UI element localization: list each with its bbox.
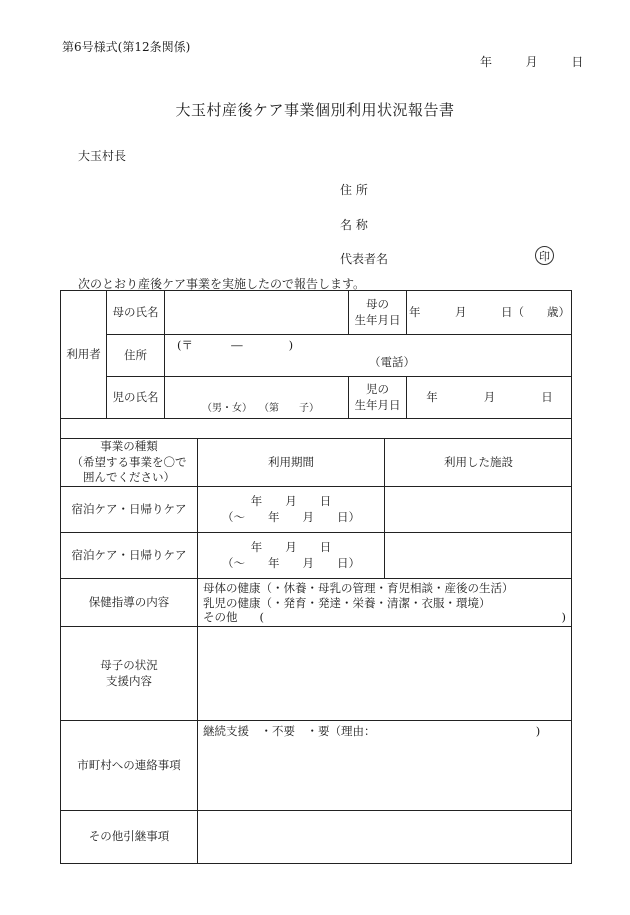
page-title: 大玉村産後ケア事業個別利用状況報告書 [175,101,455,119]
rule [61,418,572,419]
representative-label: 代表者名 [340,252,389,266]
municipality-contact-field[interactable] [198,743,572,810]
other-guidance-line [203,610,568,624]
seal-mark: 印 [535,246,554,265]
child-sex-field[interactable]: （男・女） [202,402,252,414]
facility-field-2[interactable] [385,533,572,578]
mother-dob-label [349,291,406,334]
intro-text: 次のとおり産後ケア事業を実施したので報告します。 [78,277,366,291]
facility-header: 利用した施設 [444,454,513,469]
report-form [60,290,572,864]
child-dob-label-line2: 生年月日 [354,397,401,412]
child-dob-field[interactable]: 年 月 日 [426,389,553,404]
addressee: 大玉村長 [78,149,127,163]
mother-name-label: 母の氏名 [112,304,159,319]
other-guidance-close: ) [561,610,566,625]
other-guidance-label: その他 [203,610,238,625]
child-order-field[interactable]: （第 子） [259,402,319,414]
usage-period-field-2[interactable] [198,533,384,578]
postal-code-field[interactable]: (〒 ― ) [177,338,294,353]
date-year-label: 年 [480,55,493,69]
applicant-address-label: 住 所 [340,183,368,197]
period-from: 年 月 日 [250,493,332,508]
continued-support-close: ) [535,724,541,739]
other-guidance-open: ( [259,610,264,625]
child-name-label: 児の氏名 [112,389,159,404]
mother-name-field[interactable] [165,291,348,334]
form-number: 第6号様式(第12条関係) [62,40,191,54]
service-type-option-2[interactable]: 宿泊ケア・日帰りケア [71,547,187,562]
other-handover-label: その他引継事項 [88,829,170,844]
period-from: 年 月 日 [250,539,332,554]
service-type-header-line3: 囲んでください） [83,470,175,485]
child-dob-label [349,377,406,418]
situation-support-field[interactable] [198,627,572,720]
phone-field[interactable]: （電話） [369,355,415,370]
service-type-header-line2: （希望する事業を〇で [71,454,187,469]
rule [106,334,572,335]
date-day-label: 日 [571,55,584,69]
period-to: （～ 年 月 日） [222,555,360,570]
service-type-header [61,439,197,486]
health-guidance-field[interactable] [203,580,568,626]
maternal-health-line: 母体の健康（・休養・母乳の管理・育児相談・産後の生活） [203,581,514,596]
continued-support-field[interactable]: 継続支援 ・不要 ・要（理由： [203,724,376,739]
infant-health-line: 乳児の健康（・発育・発達・栄養・清潔・衣服・環境） [203,595,491,610]
mother-dob-field[interactable]: 年 月 日（ 歳） [409,304,570,319]
child-dob-label-line1: 児の [366,381,389,396]
period-to: （～ 年 月 日） [222,509,360,524]
service-type-header-line1: 事業の種類 [100,439,158,454]
municipality-contact-label: 市町村への連絡事項 [77,757,181,772]
support-label: 支援内容 [106,673,152,688]
submission-date [480,53,583,70]
situation-label: 母子の状況 [100,657,158,672]
applicant-name-label: 名 称 [340,218,368,232]
date-month-label: 月 [525,55,538,69]
health-guidance-label: 保健指導の内容 [88,594,170,609]
address-label: 住所 [124,347,147,362]
facility-field-1[interactable] [385,487,572,532]
service-type-option-1[interactable]: 宿泊ケア・日帰りケア [71,501,187,516]
mother-dob-label-line2: 生年月日 [354,312,401,327]
usage-period-header: 利用期間 [268,454,314,469]
user-section-label: 利用者 [66,346,101,361]
mother-dob-label-line1: 母の [366,296,389,311]
situation-support-label [61,627,197,720]
usage-period-field-1[interactable] [198,487,384,532]
other-handover-field[interactable] [198,811,572,863]
